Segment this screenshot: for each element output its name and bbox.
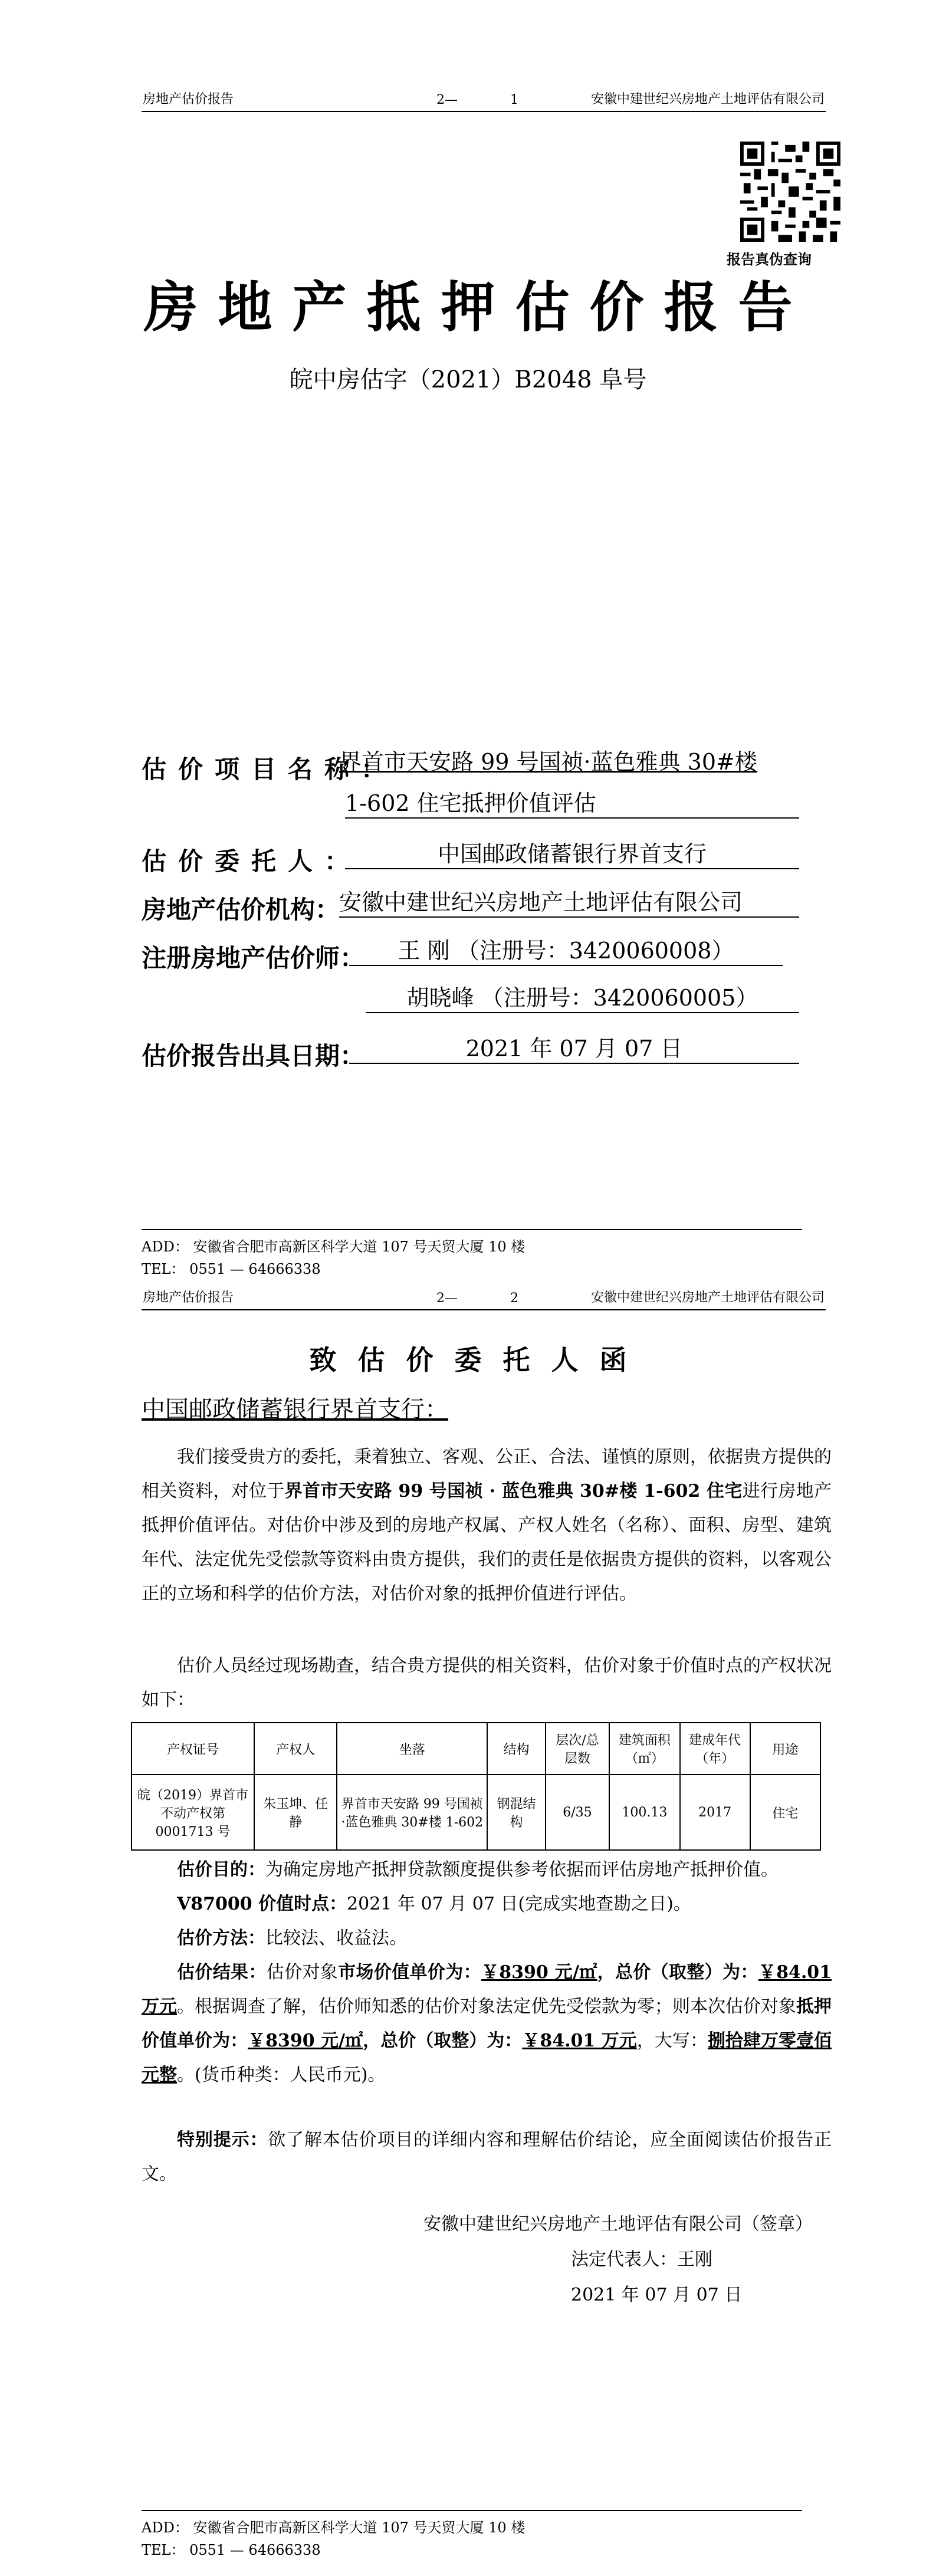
project-name-label: 估价项目名称： <box>142 755 398 784</box>
result-paragraph <box>142 1956 832 2092</box>
qr-caption: 报告真伪查询 <box>727 251 812 268</box>
table-header: 建成年代（年） <box>680 1723 750 1775</box>
table-cell: 6/35 <box>546 1775 610 1850</box>
signature-representative: 法定代表人：王刚 <box>571 2249 712 2270</box>
page-header <box>142 1286 826 1310</box>
special-note-label: 特别提示： <box>177 2130 268 2150</box>
table-cell: 100.13 <box>609 1775 679 1850</box>
special-note-text: 欲了解本估价项目的详细内容和理解估价结论，应全面阅读估价报告正文。 <box>142 2130 832 2184</box>
header-page-number: 1 <box>510 93 518 107</box>
result-text: 。(货币种类：人民币元)。 <box>177 2065 386 2085</box>
purpose-paragraph <box>142 1853 832 1887</box>
table-cell: 界首市天安路 99 号国祯·蓝色雅典 30#楼 1-602 <box>337 1775 487 1850</box>
header-page-number: 2 <box>510 1291 518 1306</box>
header-page-total: 2— <box>436 1291 458 1306</box>
qr-code-icon[interactable] <box>740 142 840 242</box>
mortgage-unit-label: 抵押价值单价为： <box>142 1996 832 2051</box>
table-cell: 钢混结构 <box>487 1775 545 1850</box>
client-value: 中国邮政储蓄银行界首支行 <box>345 840 799 869</box>
header-right: 安徽中建世纪兴房地产土地评估有限公司 <box>590 1290 825 1305</box>
mortgage-total-price: ￥84.01 万元 <box>522 2030 637 2051</box>
project-name-value-line1: 界首市天安路 99 号国祯·蓝色雅典 30#楼 <box>339 749 757 775</box>
footer-address: ADD： 安徽省合肥市高新区科学大道 107 号天贸大厦 10 楼 <box>142 1238 526 1255</box>
table-cell: 朱玉坤、任静 <box>254 1775 337 1850</box>
result-label: 估价结果： <box>177 1962 267 1983</box>
signature-date: 2021 年 07 月 07 日 <box>571 2285 743 2305</box>
method-text: 比较法、收益法。 <box>265 1928 407 1949</box>
intro-text-a: 我们接受贵方的委托，秉着独立、客观、公正、合法、谨慎的原则，依据贵方提供的相关资料，对位于 <box>142 1447 832 1501</box>
market-total-price: ￥84.01 万元 <box>142 1962 832 2017</box>
table-cell: 皖（2019）界首市不动产权第 0001713 号 <box>132 1775 254 1850</box>
special-note-paragraph <box>142 2123 832 2191</box>
property-rights-table <box>131 1722 821 1851</box>
header-left: 房地产估价报告 <box>143 92 234 107</box>
result-text: ，大写： <box>636 2030 708 2051</box>
footer-phone: TEL： 0551 — 64666338 <box>142 1261 321 1277</box>
result-text: 估价对象 <box>266 1962 339 1983</box>
value-date-text: 2021 年 07 月 07 日(完成实地查勘之日)。 <box>347 1894 691 1914</box>
issue-date-value: 2021 年 07 月 07 日 <box>349 1034 799 1064</box>
table-row <box>132 1775 820 1850</box>
market-unit-price: ￥8390 元/㎡ <box>481 1962 597 1983</box>
footer-address: ADD： 安徽省合肥市高新区科学大道 107 号天贸大厦 10 楼 <box>142 2519 526 2536</box>
appraiser-2-value: 胡晓峰 （注册号：3420060005） <box>366 984 799 1013</box>
signature-company: 安徽中建世纪兴房地产土地评估有限公司（签章） <box>423 2214 813 2235</box>
intro-paragraph <box>142 1440 832 1611</box>
table-header: 坐落 <box>337 1723 487 1775</box>
method-label: 估价方法： <box>177 1928 265 1949</box>
mortgage-total-label: ，总价（取整）为： <box>363 2030 523 2051</box>
footer-divider <box>142 1229 802 1230</box>
appraiser-label: 注册房地产估价师： <box>142 944 365 972</box>
appraiser-1-value: 王 刚 （注册号：3420060008） <box>349 937 783 966</box>
result-text: 。根据调查了解，估价师知悉的估价对象法定优先受偿款为零；则本次估价对象 <box>177 1996 796 2017</box>
purpose-label: 估价目的： <box>177 1859 265 1880</box>
table-header: 建筑面积（㎡） <box>609 1723 679 1775</box>
letter-page <box>0 1286 936 2576</box>
value-date-label: V87000 价值时点： <box>177 1894 347 1914</box>
intro-text-c: 进行房地产抵押价值评估。对估价中涉及到的房地产权属、产权人姓名（名称）、面积、房型、建筑年代、法定优先受偿款等资料由贵方提供，我们的责任是依据贵方提供的资料，以客观公正的立场和科学的估价方法，对估价对象的抵押价值进行评估。 <box>142 1481 832 1604</box>
status-paragraph: 估价人员经过现场勘查，结合贵方提供的相关资料，估价对象于价值时点的产权状况如下： <box>142 1655 832 1710</box>
agency-value: 安徽中建世纪兴房地产土地评估有限公司 <box>339 888 799 918</box>
table-header: 结构 <box>487 1723 545 1775</box>
table-header: 产权人 <box>254 1723 337 1775</box>
letter-title: 致估价委托人函 <box>309 1344 648 1376</box>
report-cover-page <box>0 0 936 1286</box>
market-total-label: ，总价（取整）为： <box>597 1962 758 1983</box>
header-page-total: 2— <box>436 93 458 107</box>
report-title: 房地产抵押估价报告 <box>143 275 813 339</box>
amount-in-words: 捌拾肆万零壹佰元整 <box>142 2030 832 2085</box>
issue-date-label: 估价报告出具日期： <box>142 1041 365 1070</box>
mortgage-unit-price: ￥8390 元/㎡ <box>248 2030 363 2051</box>
property-address: 界首市天安路 99 号国祯 · 蓝色雅典 30#楼 1-602 住宅 <box>284 1481 743 1501</box>
purpose-text: 为确定房地产抵押贷款额度提供参考依据而评估房地产抵押价值。 <box>265 1859 779 1880</box>
footer-divider <box>142 2510 802 2511</box>
table-cell: 住宅 <box>750 1775 820 1850</box>
table-header-row <box>132 1723 820 1775</box>
table-header: 层次/总层数 <box>546 1723 610 1775</box>
value-date-paragraph <box>142 1887 832 1921</box>
header-right: 安徽中建世纪兴房地产土地评估有限公司 <box>590 92 825 107</box>
page-header <box>142 87 826 112</box>
market-unit-label: 市场价值单价为： <box>338 1962 481 1983</box>
agency-label: 房地产估价机构： <box>142 895 340 924</box>
table-header: 产权证号 <box>132 1723 254 1775</box>
project-name-value-line2: 1-602 住宅抵押价值评估 <box>345 789 799 819</box>
document-number: 皖中房估字（2021）B2048 阜号 <box>289 366 647 393</box>
table-header: 用途 <box>750 1723 820 1775</box>
salutation: 中国邮政储蓄银行界首支行： <box>142 1396 448 1423</box>
header-left: 房地产估价报告 <box>143 1290 234 1305</box>
footer-phone: TEL： 0551 — 64666338 <box>142 2542 321 2558</box>
client-label: 估价委托人： <box>142 847 362 876</box>
method-paragraph <box>142 1921 832 1956</box>
table-cell: 2017 <box>680 1775 750 1850</box>
